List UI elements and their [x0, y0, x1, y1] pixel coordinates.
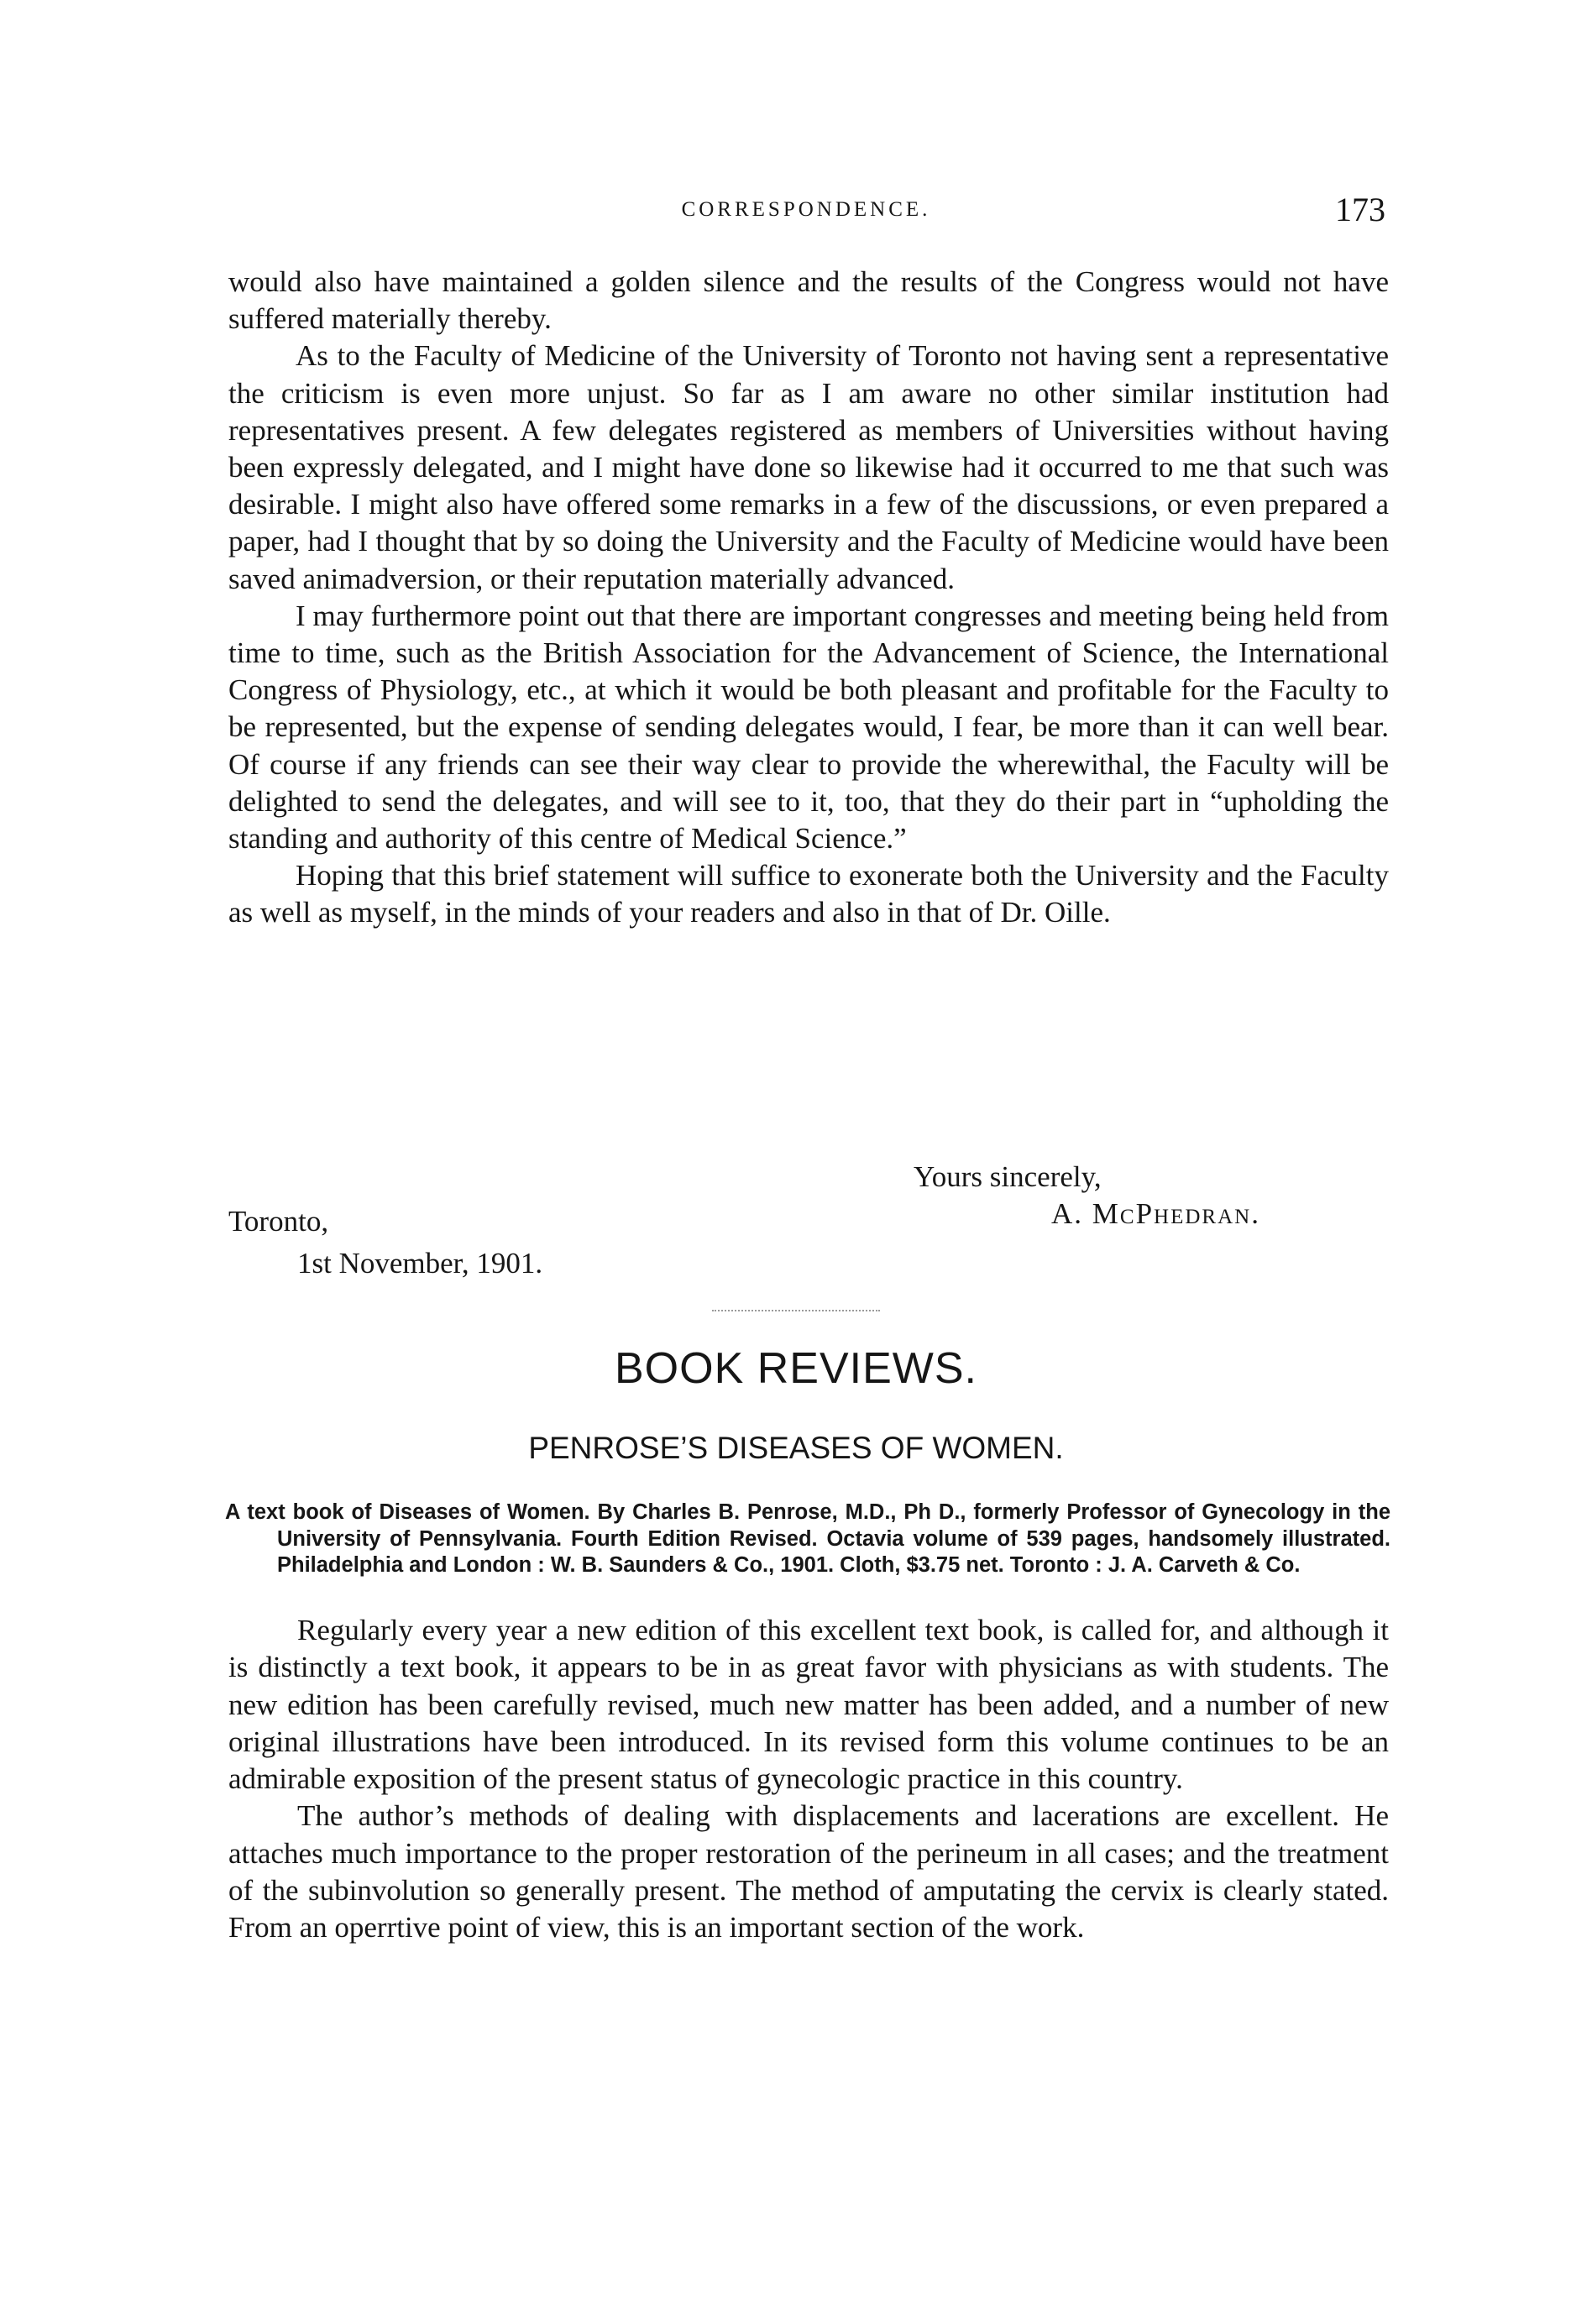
review-bibliography: [225, 1500, 1390, 1579]
running-head: [227, 190, 1385, 232]
correspondence-letter: [228, 264, 1389, 932]
letter-paragraph: would also have maintained a golden silence and the results of the Congress would not have suffered materially thereby.: [228, 265, 1389, 336]
section-title: BOOK REVIEWS.: [615, 1344, 977, 1393]
review-paragraph: Regularly every year a new edition of this excellent text book, is called for, and although it is distinctly a text book, it appears to be in as great favor with physicians as with students. The new edition has been carefully revised, much new matter has been added, and a number of new original illustrations have been introduced. In its revised form this volume continues to be an admirable exposition of the present status of gynecologic practice in this country.: [228, 1614, 1389, 1796]
letter-closing: Yours sincerely,: [914, 1160, 1102, 1193]
review-paragraph: The author’s methods of dealing with displacements and lacerations are excellent. He attaches much importance to the proper restoration of the perineum in all cases; and the treatment of the subinvolution so generally present. The method of amputating the cervix is clearly stated. From an operrtive point of view, this is an important section of the work.: [228, 1799, 1389, 1945]
letter-signer: A. McPhedran.: [1051, 1197, 1260, 1230]
page-number: 173: [1335, 191, 1385, 228]
section-divider: [712, 1310, 880, 1311]
letter-paragraph: Hoping that this brief statement will suffice to exonerate both the University and the Faculty as well as myself, in the minds of your readers and also in that of Dr. Oille.: [228, 859, 1389, 929]
letter-paragraph: As to the Faculty of Medicine of the University of Toronto not having sent a representative the criticism is even more unjust. So far as I am aware no other similar institution had representatives present. A few delegates registered as members of Universities without having been expressly delegated, and I might have done so likewise had it occurred to me that such was desirable. I might also have offered some remarks in a few of the discussions, or even prepared a paper, had I thought that by so doing the University and the Faculty of Medicine would have been saved animadversion, or their reputation materially advanced.: [228, 339, 1389, 595]
running-title: CORRESPONDENCE.: [681, 198, 931, 221]
letter-place-date: [228, 1201, 542, 1285]
review-body: [228, 1612, 1389, 1947]
letter-place: Toronto,: [228, 1205, 329, 1238]
letter-paragraph: I may furthermore point out that there are important congresses and meeting being held from time to time, such as the British Association for the Advancement of Science, the International Congress of Physiology, etc., at which it would be both pleasant and profitable for the Faculty to be represented, but the expense of sending delegates would, I fear, be more than it can well bear. Of course if any friends can see their way clear to provide the wherewithal, the Faculty will be delighted to send the delegates, and will see to it, too, that they do their part in “upholding the standing and authority of this centre of Medical Science.”: [228, 599, 1389, 856]
review-title: PENROSE’S DISEASES OF WOMEN.: [528, 1431, 1064, 1465]
bibliography-entry: A text book of Diseases of Women. By Charles B. Penrose, M.D., Ph D., formerly Professor of Gynecology in the University of Pennsylvania. Fourth Edition Revised. Octavia volume of 539 pages, handsomely illustrated. Philadelphia and London : W. B. Saunders & Co., 1901. Cloth, $3.75 net. Toronto : J. A. Carveth & Co.: [225, 1500, 1390, 1577]
letter-date: 1st November, 1901.: [297, 1247, 543, 1280]
